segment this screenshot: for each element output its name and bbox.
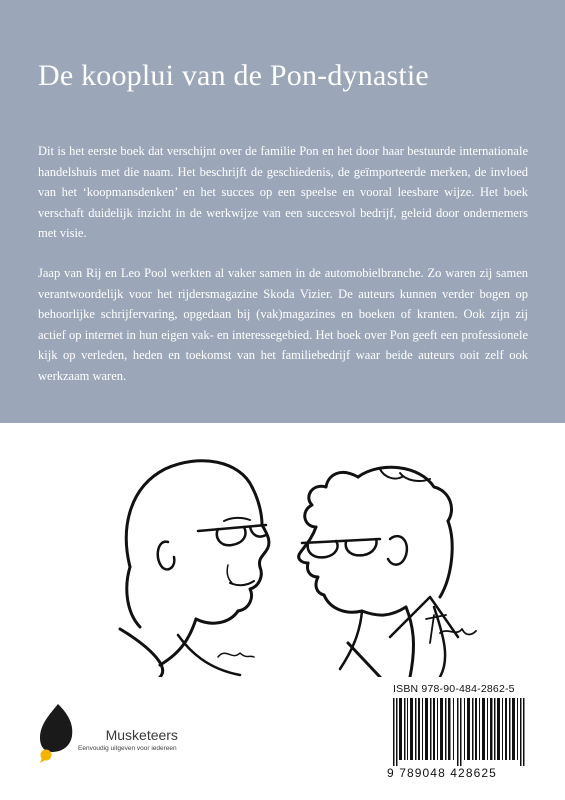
description-paragraph-1: Dit is het eerste boek dat verschijnt over de familie Pon en het door haar bestuurde internationale handelshuis met die naam. Het beschrijft de geschiedenis, de geïmporteerde merken, de invloed van het ‘koopmansdenken’ en het succes op een speelse en vooral leesbare wijze. Het boek verschaft duidelijk inzicht in de werkwijze van een succesvol bedrijf, geleid door ondernemers met visie.	[38, 144, 528, 241]
publisher-logo	[38, 702, 238, 764]
barcode	[393, 698, 528, 766]
publisher-name-musketeers: Musketeers	[105, 727, 178, 743]
publisher-logo-mark	[38, 702, 78, 764]
book-title: De kooplui van de Pon-dynastie	[38, 59, 429, 92]
barcode-digits: 9 789048 428625	[385, 766, 537, 780]
author-paragraph: Jaap van Rij en Leo Pool werkten al vaker samen in de automobielbranche. Zo waren zij samen verantwoordelijk voor het rijdersmagazine Skoda Vizier. De auteurs kunnen verder bogen op behoorlijke schrijfervaring, opgedaan bij (vak)magazines en boeken of kranten. Ook zijn zij actief op internet in hun eigen vak- en interessegebied. Het boek over Pon geeft een professionele kijk op verleden, heden en toekomst van het familiebedrijf waar beide auteurs ooit zelf ook werkzaam waren.	[38, 266, 528, 383]
caricature-illustration	[90, 447, 480, 677]
publisher-name-free: Free	[76, 727, 106, 743]
publisher-name	[76, 727, 178, 743]
isbn-label: ISBN 978-90-484-2862-5	[393, 683, 515, 695]
publisher-tagline: Eenvoudig uitgeven voor iedereen	[78, 745, 177, 752]
